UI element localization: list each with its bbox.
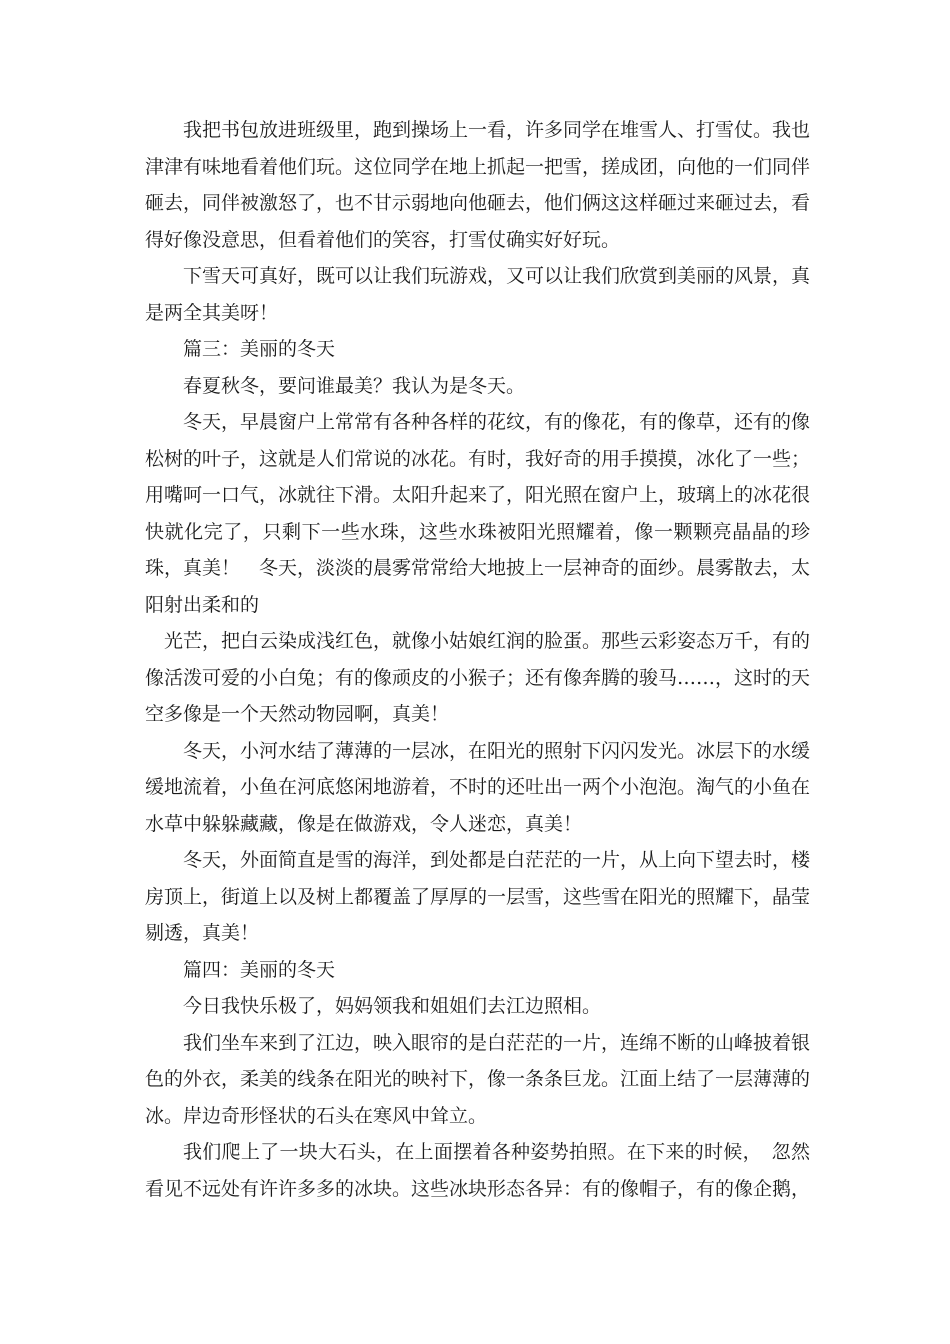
document-body	[145, 112, 810, 1207]
paragraph-which-season: 春夏秋冬，要问谁最美？我认为是冬天。	[183, 374, 526, 397]
paragraph-ice-blocks: 我们爬上了一块大石头，在上面摆着各种姿势拍照。在下来的时候， 忽然看见不远处有许许多多的冰块。这些冰块形态各异：有的像帽子，有的像企鹅，	[145, 1141, 811, 1200]
paragraph-snowball-fight: 我把书包放进班级里，跑到操场上一看，许多同学在堆雪人、打雪仗。我也津津有味地看着他们玩。这位同学在地上抓起一把雪，搓成团，向他的一们同伴砸去，同伴被激怒了，也不甘示弱地向他砸去，他们俩这这样砸过来砸过去，看得好像没意思，但看着他们的笑容，打雪仗确实好好玩。	[145, 119, 811, 251]
paragraph-ice-flowers: 冬天，早晨窗户上常常有各种各样的花纹，有的像花，有的像草，还有的像松树的叶子，这就是人们常说的冰花。有时，我好奇的用手摸摸，冰化了一些；用嘴呵一口气，冰就往下滑。太阳升起来了，阳光照在窗户上，玻璃上的冰花很快就化完了，只剩下一些水珠，这些水珠被阳光照耀着，像一颗颗亮晶晶的珍珠，真美！ 冬天，淡淡的晨雾常常给大地披上一层神奇的面纱。晨雾散去，太阳射出柔和的	[145, 411, 811, 616]
paragraph-frozen-river: 冬天，小河水结了薄薄的一层冰，在阳光的照射下闪闪发光。冰层下的水缓缓地流着，小鱼在河底悠闲地游着，不时的还吐出一两个小泡泡。淘气的小鱼在水草中躲躲藏藏，像是在做游戏，令人迷恋，真美！	[145, 739, 811, 835]
paragraph-clouds: 光芒，把白云染成浅红色，就像小姑娘红润的脸蛋。那些云彩姿态万千，有的像活泼可爱的小白兔；有的像顽皮的小猴子；还有像奔腾的骏马……，这时的天空多像是一个天然动物园啊，真美！	[145, 630, 811, 725]
paragraph-snow-day-conclusion: 下雪天可真好，既可以让我们玩游戏，又可以让我们欣赏到美丽的风景，真是两全其美呀！	[145, 265, 811, 324]
section-heading-part-three: 篇三：美丽的冬天	[183, 338, 336, 360]
section-heading-part-four: 篇四：美丽的冬天	[183, 958, 336, 981]
paragraph-riverside-view: 我们坐车来到了江边，映入眼帘的是白茫茫的一片，连绵不断的山峰披着银色的外衣，柔美的线条在阳光的映衬下，像一条条巨龙。江面上结了一层薄薄的冰。岸边奇形怪状的石头在寒风中耸立。	[145, 1031, 811, 1127]
paragraph-going-to-river: 今日我快乐极了，妈妈领我和姐姐们去江边照相。	[183, 995, 602, 1017]
paragraph-sea-of-snow: 冬天，外面简直是雪的海洋，到处都是白茫茫的一片，从上向下望去时，楼房顶上，街道上以及树上都覆盖了厚厚的一层雪，这些雪在阳光的照耀下，晶莹剔透，真美！	[145, 849, 811, 944]
